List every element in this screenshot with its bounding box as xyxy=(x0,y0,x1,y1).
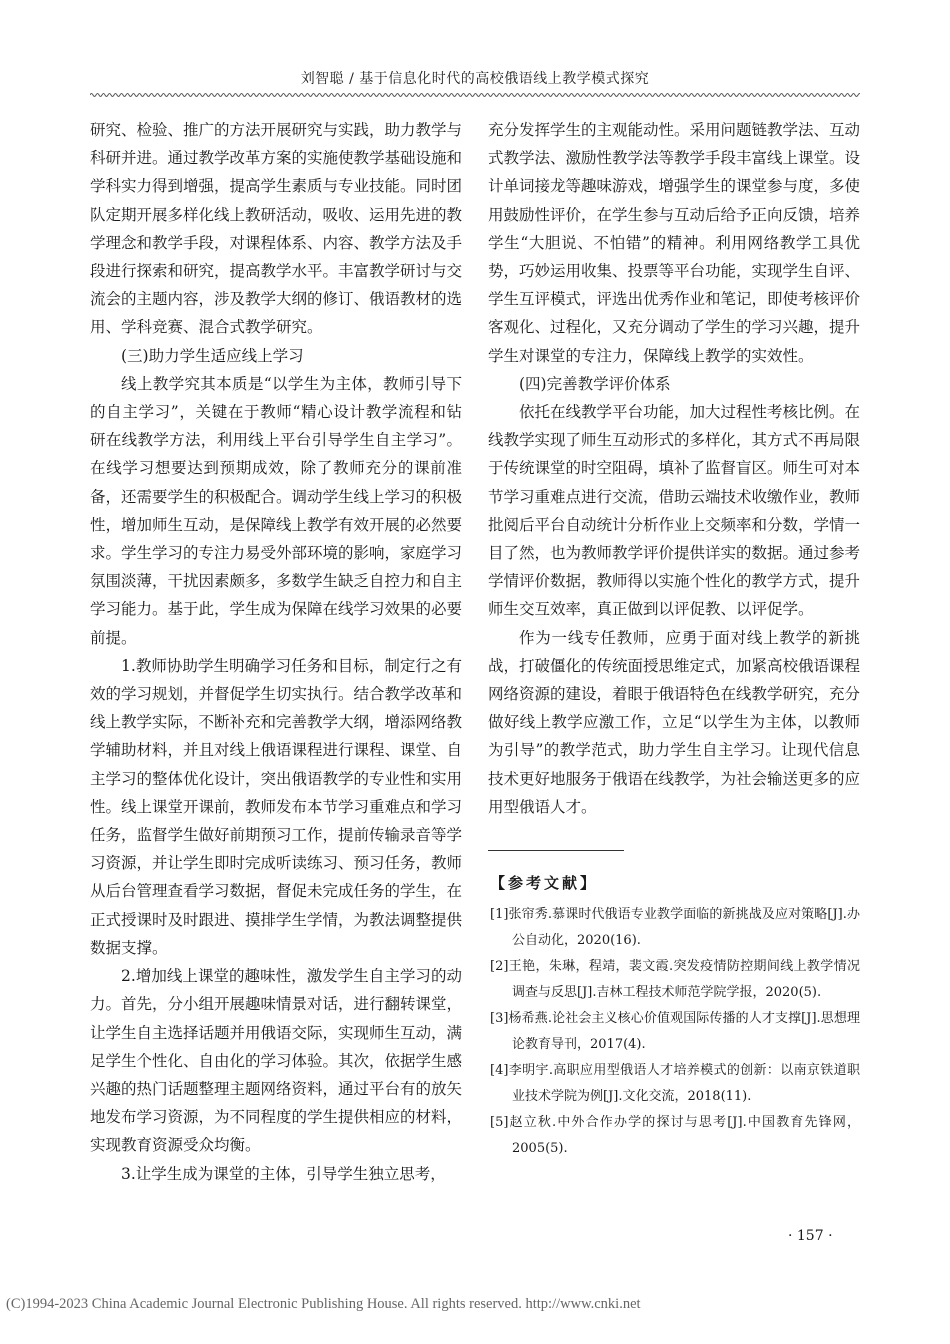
paragraph: 依托在线教学平台功能，加大过程性考核比例。在线教学实现了师生互动形式的多样化，其方式不再局限于传统课堂的时空阻碍，填补了监督盲区。师生可对本节学习重难点进行交流，借助云端技术收缴作业，教师批阅后平台自动统计分析作业上交频率和分数，学情一目了然，也为教师教学评价提供详实的数据。通过参考学情评价数据，教师得以实施个性化的教学方式，提升师生交互效率，真正做到以评促教、以评促学。 xyxy=(488,403,861,619)
references-title: 【参考文献】 xyxy=(490,874,599,892)
paragraph: 研究、检验、推广的方法开展研究与实践，助力教学与科研并进。通过教学改革方案的实施使教学基础设施和学科实力得到增强，提高学生素质与专业技能。同时团队定期开展多样化线上教研活动，吸收、运用先进的教学理念和教学手段，对课程体系、内容、教学方法及手段进行探索和研究，提高教学水平。丰富教学研讨与交流会的主题内容，涉及教学大纲的修订、俄语教材的选用、学科竞赛、混合式教学研究。 xyxy=(90,121,463,337)
section-heading: (四)完善教学评价体系 xyxy=(519,374,671,393)
reference-item: [2]王艳，朱琳，程靖，裴文霞.突发疫情防控期间线上教学情况调查与反思[J].吉林工程技术师范学院学报，2020(5). xyxy=(490,959,860,1000)
references-divider xyxy=(488,850,624,851)
references-list xyxy=(490,902,860,1162)
paragraph: 充分发挥学生的主观能动性。采用问题链教学法、互动式教学法、激励性教学法等教学手段丰富线上课堂。设计单词接龙等趣味游戏，增强学生的课堂参与度，多使用鼓励性评价，在学生参与互动后给予正向反馈，培养学生“大胆说、不怕错”的精神。利用网络教学工具优势，巧妙运用收集、投票等平台功能，实现学生自评、学生互评模式，评选出优秀作业和笔记，即使考核评价客观化、过程化，又充分调动了学生的学习兴趣，提升学生对课堂的专注力，保障线上教学的实效性。 xyxy=(488,121,861,365)
paragraph: 1.教师协助学生明确学习任务和目标，制定行之有效的学习规划，并督促学生切实执行。结合教学改革和线上教学实际，不断补充和完善教学大纲，增添网络教学辅助材料，并且对线上俄语课程进行课程、课堂、自主学习的整体优化设计，突出俄语教学的专业性和实用性。线上课堂开课前，教师发布本节学习重难点和学习任务，监督学生做好前期预习工作，提前传输录音等学习资源，并让学生即时完成听读练习、预习任务，教师从后台管理查看学习数据，督促未完成任务的学生，在正式授课时及时跟进、摸排学生学情，为教法调整提供数据支撑。 xyxy=(90,656,463,957)
copyright-footer: (C)1994-2023 China Academic Journal Electronic Publishing House. All rights reserved. http://www.cnki.net xyxy=(6,1296,641,1312)
reference-item: [3]杨希燕.论社会主义核心价值观国际传播的人才支撑[J].思想理论教育导刊，2017(4). xyxy=(490,1011,860,1052)
reference-item: [5]赵立秋.中外合作办学的探讨与思考[J].中国教育先锋网，2005(5). xyxy=(490,1115,860,1156)
section-heading: (三)助力学生适应线上学习 xyxy=(121,346,304,365)
paragraph: 3.让学生成为课堂的主体，引导学生独立思考， xyxy=(121,1164,446,1183)
right-column xyxy=(488,116,860,821)
reference-item: [4]李明宇.高职应用型俄语人才培养模式的创新：以南京铁道职业技术学院为例[J].文化交流，2018(11). xyxy=(490,1063,860,1104)
left-column xyxy=(90,116,462,1188)
running-header: 刘智聪 / 基于信息化时代的高校俄语线上教学模式探究 xyxy=(300,71,650,87)
reference-item: [1]张帘秀.慕课时代俄语专业教学面临的新挑战及应对策略[J].办公自动化，2020(16). xyxy=(490,907,860,948)
page-number: · 157 · xyxy=(788,1228,833,1244)
header-wavy-rule xyxy=(90,92,860,98)
paragraph: 线上教学究其本质是“以学生为主体，教师引导下的自主学习”，关键在于教师“精心设计教学流程和钻研在线教学方法，利用线上平台引导学生自主学习”。在线学习想要达到预期成效，除了教师充分的课前准备，还需要学生的积极配合。调动学生线上学习的积极性，增加师生互动，是保障线上教学有效开展的必然要求。学生学习的专注力易受外部环境的影响，家庭学习氛围淡薄，干扰因素颇多，多数学生缺乏自控力和自主学习能力。基于此，学生成为保障在线学习效果的必要前提。 xyxy=(90,374,463,647)
paragraph: 2.增加线上课堂的趣味性，激发学生自主学习的动力。首先，分小组开展趣味情景对话，进行翻转课堂，让学生自主选择话题并用俄语交际，实现师生互动，满足学生个性化、自由化的学习体验。其次，依据学生感兴趣的热门话题整理主题网络资料，通过平台有的放矢地发布学习资源，为不同程度的学生提供相应的材料，实现教育资源受众均衡。 xyxy=(90,967,463,1155)
paragraph: 作为一线专任教师，应勇于面对线上教学的新挑战，打破僵化的传统面授思维定式，加紧高校俄语课程网络资源的建设，着眼于俄语特色在线教学研究，充分做好线上教学应激工作，立足“以学生为主体，以教师为引导”的教学范式，助力学生自主学习。让现代信息技术更好地服务于俄语在线教学，为社会输送更多的应用型俄语人才。 xyxy=(488,628,861,816)
